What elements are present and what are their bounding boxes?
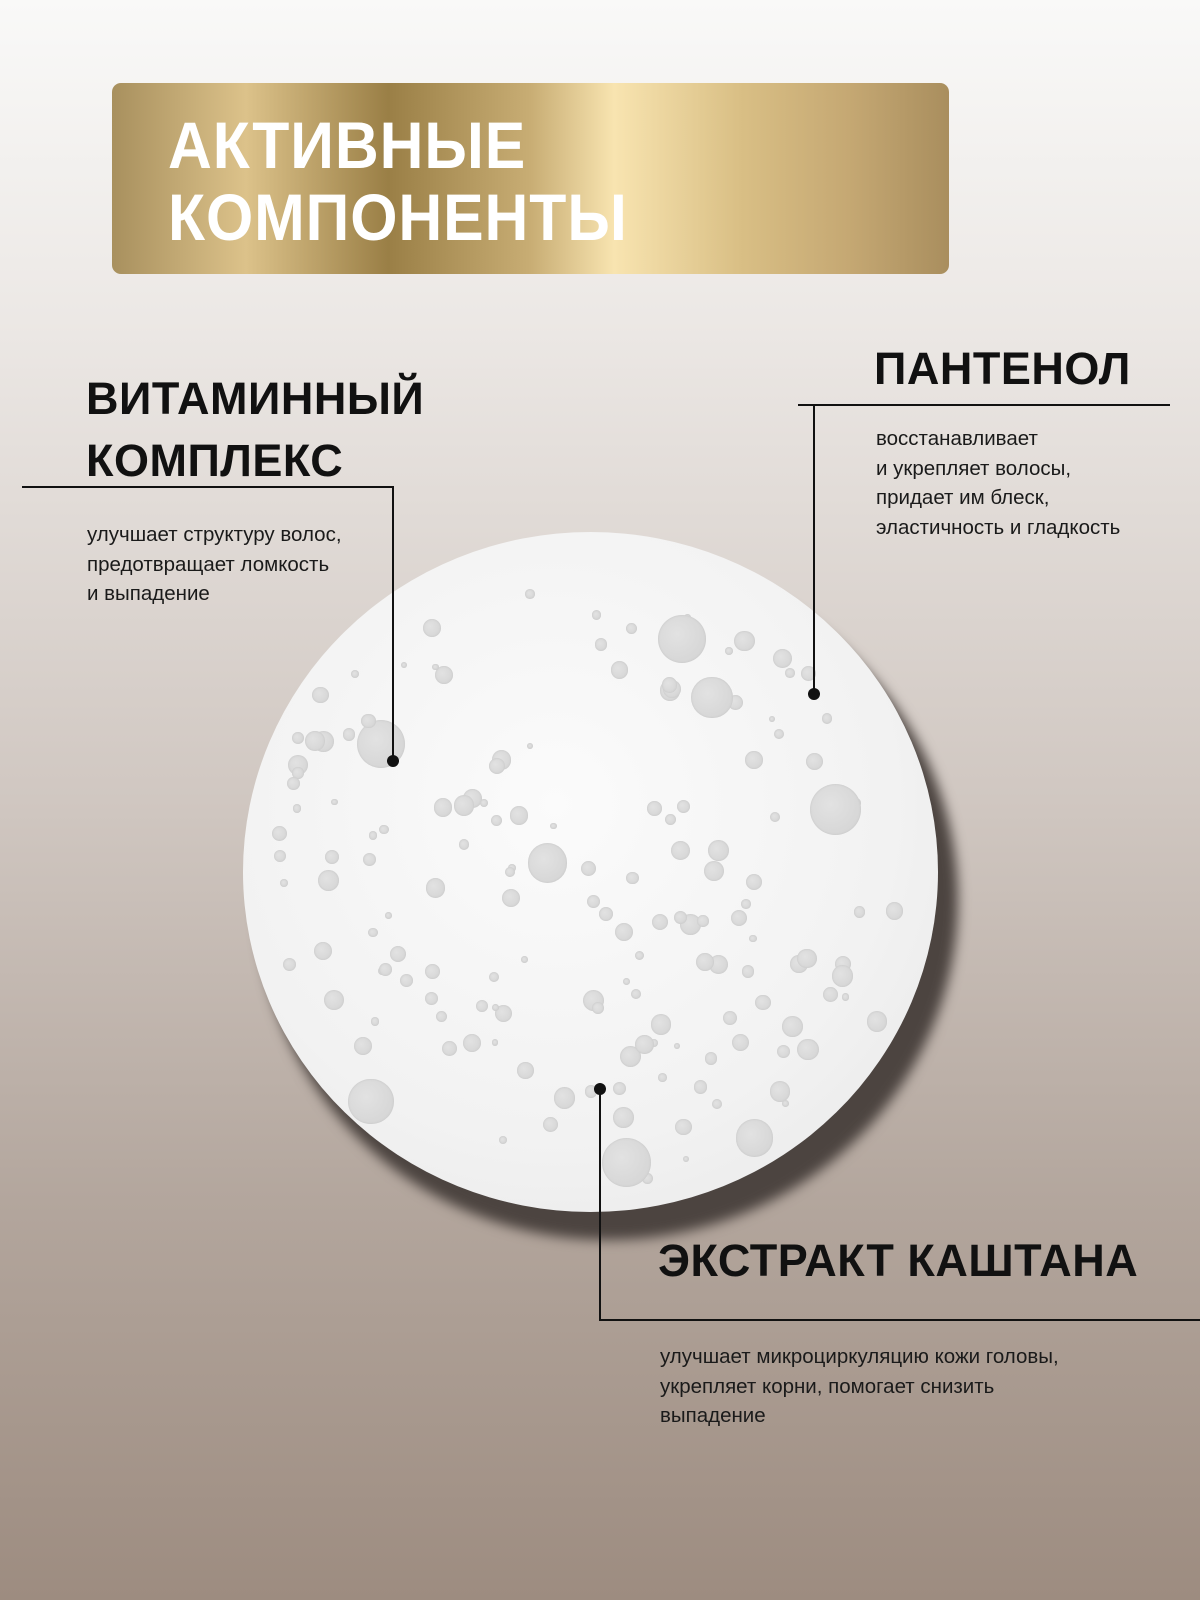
- foam-bubble: [305, 731, 325, 751]
- foam-bubble: [741, 899, 751, 909]
- foam-bubble: [770, 1081, 791, 1102]
- vitamin-callout-line-vertical: [392, 486, 394, 761]
- foam-bubble: [832, 965, 854, 987]
- foam-bubble: [635, 951, 644, 960]
- foam-bubble: [348, 1079, 393, 1124]
- foam-bubble: [635, 1035, 654, 1054]
- foam-bubble: [425, 964, 440, 979]
- foam-bubble: [745, 751, 763, 769]
- foam-bubble: [595, 638, 607, 650]
- foam-bubble: [705, 1052, 717, 1064]
- vitamin-description: [87, 520, 342, 609]
- foam-bubble: [626, 872, 639, 885]
- foam-bubble: [613, 1082, 626, 1095]
- foam-bubble: [769, 716, 775, 722]
- foam-bubble: [351, 670, 359, 678]
- foam-bubble: [331, 799, 337, 805]
- foam-bubble: [797, 949, 817, 969]
- banner-title: [168, 109, 628, 253]
- foam-bubble: [613, 1107, 634, 1128]
- foam-bubble: [525, 589, 535, 599]
- foam-bubble: [797, 1039, 819, 1061]
- foam-bubble: [401, 662, 407, 668]
- foam-bubble: [502, 889, 520, 907]
- foam-bubble: [492, 1004, 499, 1011]
- foam-bubble: [731, 910, 747, 926]
- chestnut-callout-line-vertical: [599, 1088, 601, 1320]
- foam-bubble: [423, 619, 441, 637]
- foam-bubble: [379, 825, 388, 834]
- foam-bubble: [615, 923, 633, 941]
- foam-bubble: [736, 1119, 773, 1156]
- foam-bubble: [773, 649, 792, 668]
- foam-bubble: [785, 668, 795, 678]
- foam-bubble: [777, 1045, 790, 1058]
- foam-bubble: [272, 826, 287, 841]
- foam-bubble: [652, 914, 668, 930]
- foam-bubble: [599, 907, 613, 921]
- foam-bubble: [434, 798, 452, 816]
- foam-bubble: [674, 1043, 680, 1049]
- foam-bubble: [626, 623, 637, 634]
- desc-line: улучшает микроциркуляцию кожи головы,: [660, 1345, 1059, 1368]
- panthenol-callout-line: [798, 404, 1170, 406]
- foam-bubble: [647, 801, 662, 816]
- foam-bubble: [292, 732, 304, 744]
- desc-line: и укрепляет волосы,: [876, 456, 1072, 480]
- foam-bubble: [442, 1041, 457, 1056]
- foam-bubble: [287, 777, 300, 790]
- foam-bubble: [505, 867, 515, 877]
- banner-title-line1: АКТИВНЫЕ: [168, 108, 527, 182]
- foam-bubble: [499, 1136, 507, 1144]
- foam-bubble: [842, 993, 850, 1001]
- foam-bubble: [400, 974, 413, 987]
- foam-bubble: [662, 677, 677, 692]
- foam-bubble: [280, 879, 288, 887]
- foam-bubble: [683, 1156, 689, 1162]
- foam-bubble: [371, 1017, 379, 1025]
- foam-bubble: [631, 989, 641, 999]
- foam-bubble: [886, 902, 904, 920]
- foam-bubble: [704, 861, 724, 881]
- foam-bubble: [782, 1100, 789, 1107]
- foam-bubble: [587, 895, 600, 908]
- panthenol-callout-line-vertical: [813, 404, 815, 694]
- foam-bubble: [592, 1002, 604, 1014]
- vitamin-title-line1: ВИТАМИННЫЙ: [86, 373, 425, 424]
- foam-bubble: [369, 831, 378, 840]
- foam-bubble: [581, 861, 596, 876]
- foam-bubble: [734, 631, 754, 651]
- foam-bubble: [480, 799, 488, 807]
- foam-bubble: [425, 992, 438, 1005]
- foam-bubble: [623, 978, 631, 986]
- foam-bubble: [318, 870, 339, 891]
- foam-bubble: [671, 841, 690, 860]
- foam-bubble: [854, 906, 866, 918]
- foam-bubble: [361, 714, 376, 729]
- foam-bubble: [725, 647, 733, 655]
- foam-bubble: [489, 758, 506, 775]
- foam-bubble: [867, 1011, 887, 1031]
- foam-bubble: [806, 753, 823, 770]
- desc-line: выпадение: [660, 1404, 766, 1427]
- vitamin-title: [86, 368, 424, 492]
- desc-line: укрепляет корни, помогает снизить: [660, 1374, 995, 1398]
- desc-line: придает им блеск,: [876, 486, 1050, 509]
- foam-bubble: [823, 987, 838, 1002]
- foam-bubble: [459, 839, 470, 850]
- vitamin-title-line2: КОМПЛЕКС: [86, 435, 344, 486]
- foam-bubble: [385, 912, 392, 919]
- foam-bubble: [510, 806, 529, 825]
- chestnut-description: [660, 1342, 1059, 1431]
- panthenol-description: [876, 424, 1120, 542]
- title-banner: [112, 83, 949, 274]
- foam-bubble: [454, 795, 475, 816]
- foam-bubble: [283, 958, 296, 971]
- foam-bubble: [675, 1119, 691, 1135]
- foam-bubble: [691, 677, 733, 719]
- foam-bubble: [651, 1014, 671, 1034]
- foam-bubble: [274, 850, 286, 862]
- desc-line: восстанавливает: [876, 427, 1038, 450]
- panthenol-title: ПАНТЕНОЛ: [874, 343, 1131, 394]
- vitamin-callout-dot: [387, 755, 399, 767]
- foam-product-image: [243, 532, 938, 1212]
- foam-bubble: [782, 1016, 803, 1037]
- foam-bubble: [732, 1034, 749, 1051]
- foam-bubble: [368, 928, 378, 938]
- panthenol-callout-dot: [808, 688, 820, 700]
- foam-bubble: [463, 1034, 481, 1052]
- foam-bubble: [677, 800, 690, 813]
- foam-bubble: [665, 814, 676, 825]
- foam-bubble: [293, 804, 301, 812]
- foam-bubble: [658, 1073, 667, 1082]
- chestnut-callout-line: [599, 1319, 1200, 1321]
- foam-bubble: [774, 729, 784, 739]
- foam-bubble: [476, 1000, 489, 1013]
- chestnut-title: ЭКСТРАКТ КАШТАНА: [658, 1235, 1139, 1286]
- foam-bubble: [712, 1099, 722, 1109]
- desc-line: улучшает структуру волос,: [87, 523, 342, 546]
- foam-bubble: [749, 935, 757, 943]
- foam-bubble: [770, 812, 780, 822]
- foam-bubble: [363, 853, 376, 866]
- foam-bubble: [528, 843, 567, 882]
- banner-title-line2: КОМПОНЕНТЫ: [168, 180, 628, 254]
- foam-bubble: [708, 840, 729, 861]
- foam-bubble: [527, 743, 533, 749]
- foam-bubble: [723, 1011, 737, 1025]
- foam-bubble: [554, 1087, 576, 1109]
- foam-bubble: [426, 878, 445, 897]
- foam-bubble: [694, 1080, 707, 1093]
- foam-bubble: [432, 664, 438, 670]
- foam-bubble: [822, 713, 833, 724]
- foam-bubble: [543, 1117, 558, 1132]
- foam-bubble: [658, 615, 706, 663]
- foam-bubble: [390, 946, 406, 962]
- foam-bubble: [489, 972, 499, 982]
- desc-line: эластичность и гладкость: [876, 515, 1121, 539]
- desc-line: и выпадение: [87, 582, 210, 605]
- foam-bubble: [491, 815, 502, 826]
- foam-bubble: [611, 661, 629, 679]
- foam-bubble: [517, 1062, 534, 1079]
- foam-bubble: [436, 1011, 447, 1022]
- foam-bubble: [324, 990, 344, 1010]
- foam-bubble: [314, 942, 332, 960]
- foam-bubble: [742, 965, 755, 978]
- foam-bubble: [746, 874, 762, 890]
- foam-bubble: [492, 1039, 498, 1045]
- foam-bubble: [325, 850, 339, 864]
- foam-bubble: [379, 963, 392, 976]
- foam-bubble: [343, 728, 356, 741]
- foam-bubble: [810, 784, 862, 836]
- vitamin-callout-line: [22, 486, 394, 488]
- foam-bubble: [521, 956, 528, 963]
- foam-bubble: [354, 1037, 372, 1055]
- foam-bubble: [697, 915, 709, 927]
- foam-bubble: [312, 687, 329, 704]
- foam-bubble: [755, 995, 771, 1011]
- foam-bubble: [592, 610, 601, 619]
- desc-line: предотвращает ломкость: [87, 552, 330, 576]
- foam-bubble: [550, 823, 557, 830]
- foam-bubble: [602, 1138, 651, 1187]
